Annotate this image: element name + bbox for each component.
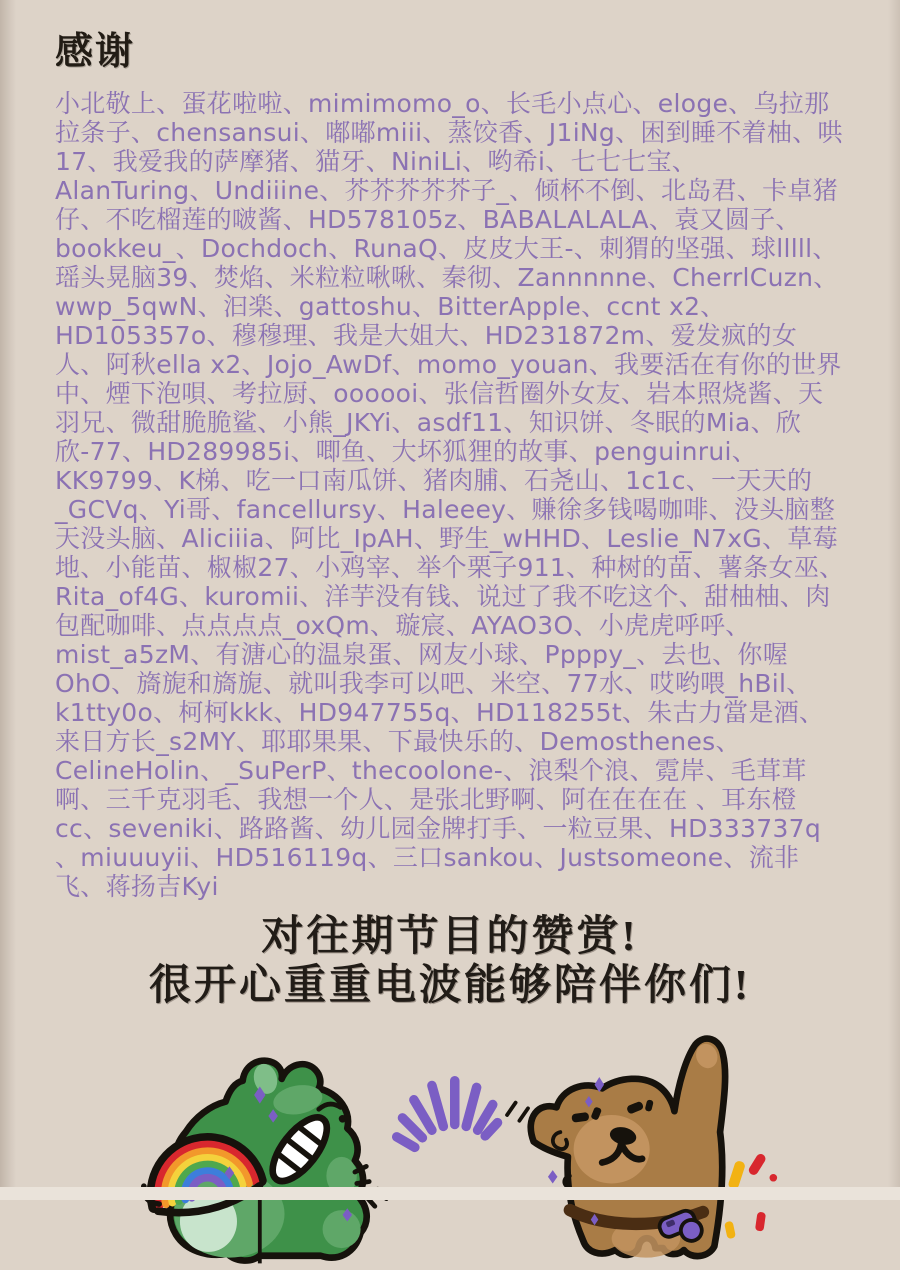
applause-heading (0, 913, 900, 1010)
green-dino-illustration (135, 1061, 386, 1264)
applause-line-1: 对往期节目的赞赏! (261, 914, 639, 960)
page-title: 感谢 (55, 31, 136, 73)
mascot-illustration (100, 1018, 800, 1270)
supporter-name-list: 小北敬上、蛋花啦啦、mimimomo_o、长毛小点心、eloge、乌拉那拉条子、chensansui、嘟嘟miii、蒸饺香、J1iNg、困到睡不着柚、哄17、我爱我的萨摩猪、猫牙、NiniLi、哟希i、七七七宝、AlanTuring、Undiiine、芥芥芥芥芥子_、倾杯不倒、北岛君、卡卓猪仔、不吃榴莲的啵酱、HD578105z、BABALALALA、袁又圆子、bookkeu_、Dochdoch、RunaQ、皮皮大王-、刺猬的坚强、球lllll、瑶头晃脑39、焚焰、米粒粒啾啾、秦彻、Zannnnne、CherrlCuzn、wwp_5qwN、汩楽、gattoshu、BitterApple、ccnt x2、HD105357o、穆穆理、我是大姐大、HD231872m、爱发疯的女人、阿秋ella x2、Jojo_AwDf、momo_youan、我要活在有你的世界中、煙下泡唄、考拉厨、oooooi、张信哲圈外女友、岩本照烧酱、天羽兄、微甜脆脆鲨、小熊_JKYi、asdf11、知识饼、冬眠的Mia、欣欣-77、HD289985i、唧鱼、大坏狐狸的故事、penguinrui、KK9799、K梯、吃一口南瓜饼、猪肉脯、石尧山、1c1c、一天天的_GCVq、Yi哥、fancellursy、Haleeey、赚徐多钱喝咖啡、没头脑整天没头脑、Aliciiia、阿比_IpAH、野生_wHHD、Leslie_N7xG、草莓地、小能苗、椒椒27、小鸡宰、举个栗子911、种树的苗、薯条女巫、Rita_of4G、kuromii、洋芋没有钱、说过了我不吃这个、甜柚柚、肉包配咖啡、点点点点_oxQm、璇宸、AYAO3O、小虎虎呼呼、mist_a5zM、有溏心的温泉蛋、网友小球、Ppppy_、去也、你喔OhO、旖旎和旖旎、就叫我李可以吧、米空、77水、哎哟喂_hBil、k1tty0o、柯柯kkk、HD947755q、HD118255t、朱古力當是酒、来日方长_s2MY、耶耶果果、下最快乐的、Demosthenes、CelineHolin、_SuPerP、thecoolone-、浪梨个浪、霓岸、毛茸茸啊、三千克羽毛、我想一个人、是张北野啊、阿在在在在 、耳东橙cc、seveniki、路路酱、幼儿园金牌打手、一粒豆果、HD333737q 、miuuuyii、HD516119q、三口sankou、Justsomeone、流非飞、蒋扬吉Kyi (55, 89, 845, 901)
brown-bear-illustration (531, 1039, 725, 1258)
applause-line-2: 很开心重重电波能够陪伴你们! (149, 962, 751, 1009)
spark-marks-icon (724, 1153, 777, 1240)
left-edge-shadow (0, 0, 16, 1200)
sound-rays-icon (397, 1081, 498, 1148)
right-edge-shadow (888, 0, 900, 1200)
quote-tick-marks (507, 1103, 528, 1121)
